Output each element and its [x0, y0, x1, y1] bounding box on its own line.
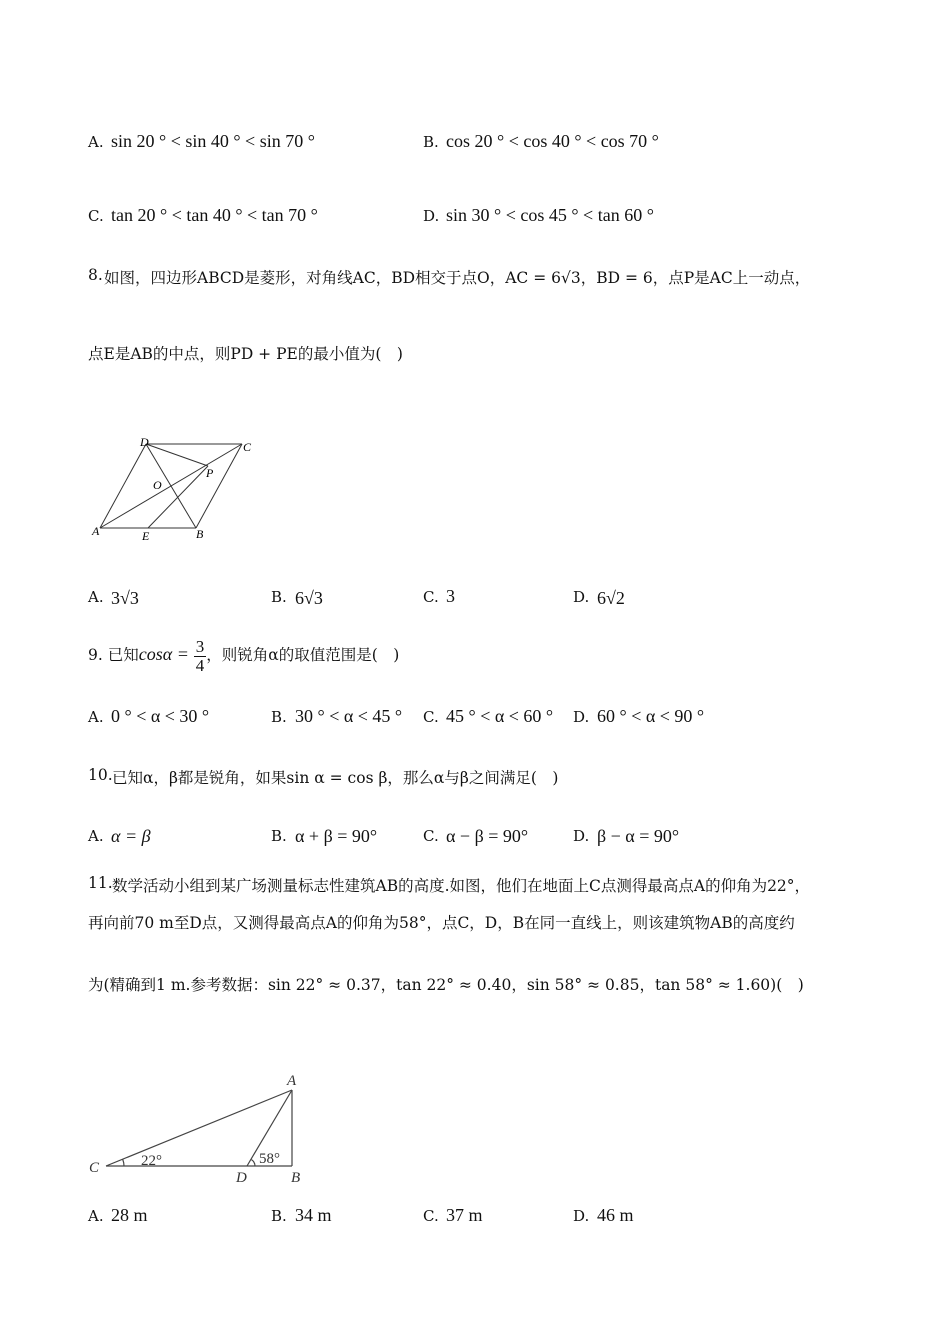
q11-option-a-label: A.: [88, 1207, 104, 1225]
q10-option-b-label: B.: [271, 827, 287, 845]
q9-stem: [88, 634, 399, 675]
label-c: C: [89, 1160, 100, 1176]
q10-option-d-text: β − α = 90°: [597, 826, 680, 846]
q8-number: 8.: [88, 266, 103, 284]
q9-option-b-text: 30 ° < α < 45 °: [295, 706, 403, 726]
q10-option-a-label: A.: [88, 827, 104, 845]
q9-fraction-denominator: 4: [195, 655, 205, 675]
q8-option-d-text: 6√2: [597, 588, 625, 608]
q9-text-before: 已知: [107, 646, 139, 664]
q11-option-c-label: C.: [423, 1207, 439, 1225]
label-e: E: [142, 529, 150, 543]
q7-option-b-text: cos 20 ° < cos 40 ° < cos 70 °: [446, 131, 659, 151]
label-o: O: [153, 478, 162, 492]
q11-option-d-label: D.: [573, 1207, 590, 1225]
q8-option-a-label: A.: [88, 588, 104, 606]
q10-option-d-label: D.: [573, 827, 590, 845]
q9-option-a-label: A.: [88, 708, 104, 726]
q7-option-b-label: B.: [423, 133, 439, 151]
q9-fraction-numerator: 3: [195, 636, 205, 656]
label-b: B: [291, 1170, 301, 1184]
q10-option-c-label: C.: [423, 827, 439, 845]
q9-option-c-text: 45 ° < α < 60 °: [446, 706, 554, 726]
q9-number: 9.: [88, 646, 103, 664]
label-a: A: [92, 524, 100, 538]
q9-option-d-text: 60 ° < α < 90 °: [597, 706, 705, 726]
q11-stem-line2: 再向前70 m至D点，又测得最高点A的仰角为58°，点C，D，B在同一直线上，则该建筑物AB的高度约: [88, 914, 795, 932]
q11-option-c-text: 37 m: [446, 1205, 483, 1225]
q8-option-b-label: B.: [271, 588, 287, 606]
label-p: P: [206, 466, 214, 480]
q9-option-d-label: D.: [573, 708, 590, 726]
rhombus-figure: [84, 432, 264, 547]
q7-option-a-label: A.: [88, 133, 104, 151]
q8-stem-line1: 如图，四边形ABCD是菱形，对角线AC，BD相交于点O，AC = 6√3，BD = 6，点P是AC上一动点，: [104, 269, 811, 287]
label-d: D: [236, 1170, 247, 1184]
q7-option-c-label: C.: [88, 207, 104, 225]
q9-option-a-text: 0 ° < α < 30 °: [111, 706, 210, 726]
q11-option-b-text: 34 m: [295, 1205, 332, 1225]
q9-fraction: [194, 638, 207, 675]
q9-option-b-label: B.: [271, 708, 287, 726]
q11-stem-line3: 为(精确到1 m.参考数据：sin 22° ≈ 0.37，tan 22° ≈ 0.40，sin 58° ≈ 0.85，tan 58° ≈ 1.60)( ): [88, 976, 804, 994]
q10-option-c-text: α − β = 90°: [446, 826, 529, 846]
q11-number: 11.: [88, 874, 113, 892]
q11-option-d-text: 46 m: [597, 1205, 634, 1225]
label-a: A: [287, 1073, 297, 1089]
q9-option-c-label: C.: [423, 708, 439, 726]
label-c: C: [243, 440, 252, 454]
q9-cos-expr: cosα =: [138, 644, 189, 664]
building-figure: [84, 1068, 314, 1184]
label-d: D: [140, 435, 149, 449]
q8-option-a-text: 3√3: [111, 588, 139, 608]
q11-option-b-label: B.: [271, 1207, 287, 1225]
q7-option-a-text: sin 20 ° < sin 40 ° < sin 70 °: [111, 131, 315, 151]
q7-option-d-label: D.: [423, 207, 440, 225]
angle-d-label: 58°: [259, 1151, 280, 1167]
q10-option-a-text: α = β: [111, 826, 151, 846]
q8-stem-line2: 点E是AB的中点，则PD + PE的最小值为( ): [88, 345, 403, 363]
q11-stem-line1: 数学活动小组到某广场测量标志性建筑AB的高度.如图，他们在地面上C点测得最高点A的仰角为22°，: [112, 877, 811, 895]
angle-c-label: 22°: [141, 1153, 162, 1169]
q7-option-c-text: tan 20 ° < tan 40 ° < tan 70 °: [111, 205, 318, 225]
q8-option-c-label: C.: [423, 588, 439, 606]
q7-option-d-text: sin 30 ° < cos 45 ° < tan 60 °: [446, 205, 654, 225]
q8-option-d-label: D.: [573, 588, 590, 606]
q8-option-b-text: 6√3: [295, 588, 323, 608]
q10-number: 10.: [88, 766, 113, 784]
label-b: B: [196, 527, 204, 541]
q10-option-b-text: α + β = 90°: [295, 826, 378, 846]
q8-option-c-text: 3: [446, 586, 455, 606]
q10-stem: 已知α，β都是锐角，如果sin α = cos β，那么α与β之间满足( ): [112, 769, 559, 787]
q9-text-after: ，则锐角α的取值范围是( ): [206, 646, 400, 664]
q11-option-a-text: 28 m: [111, 1205, 148, 1225]
